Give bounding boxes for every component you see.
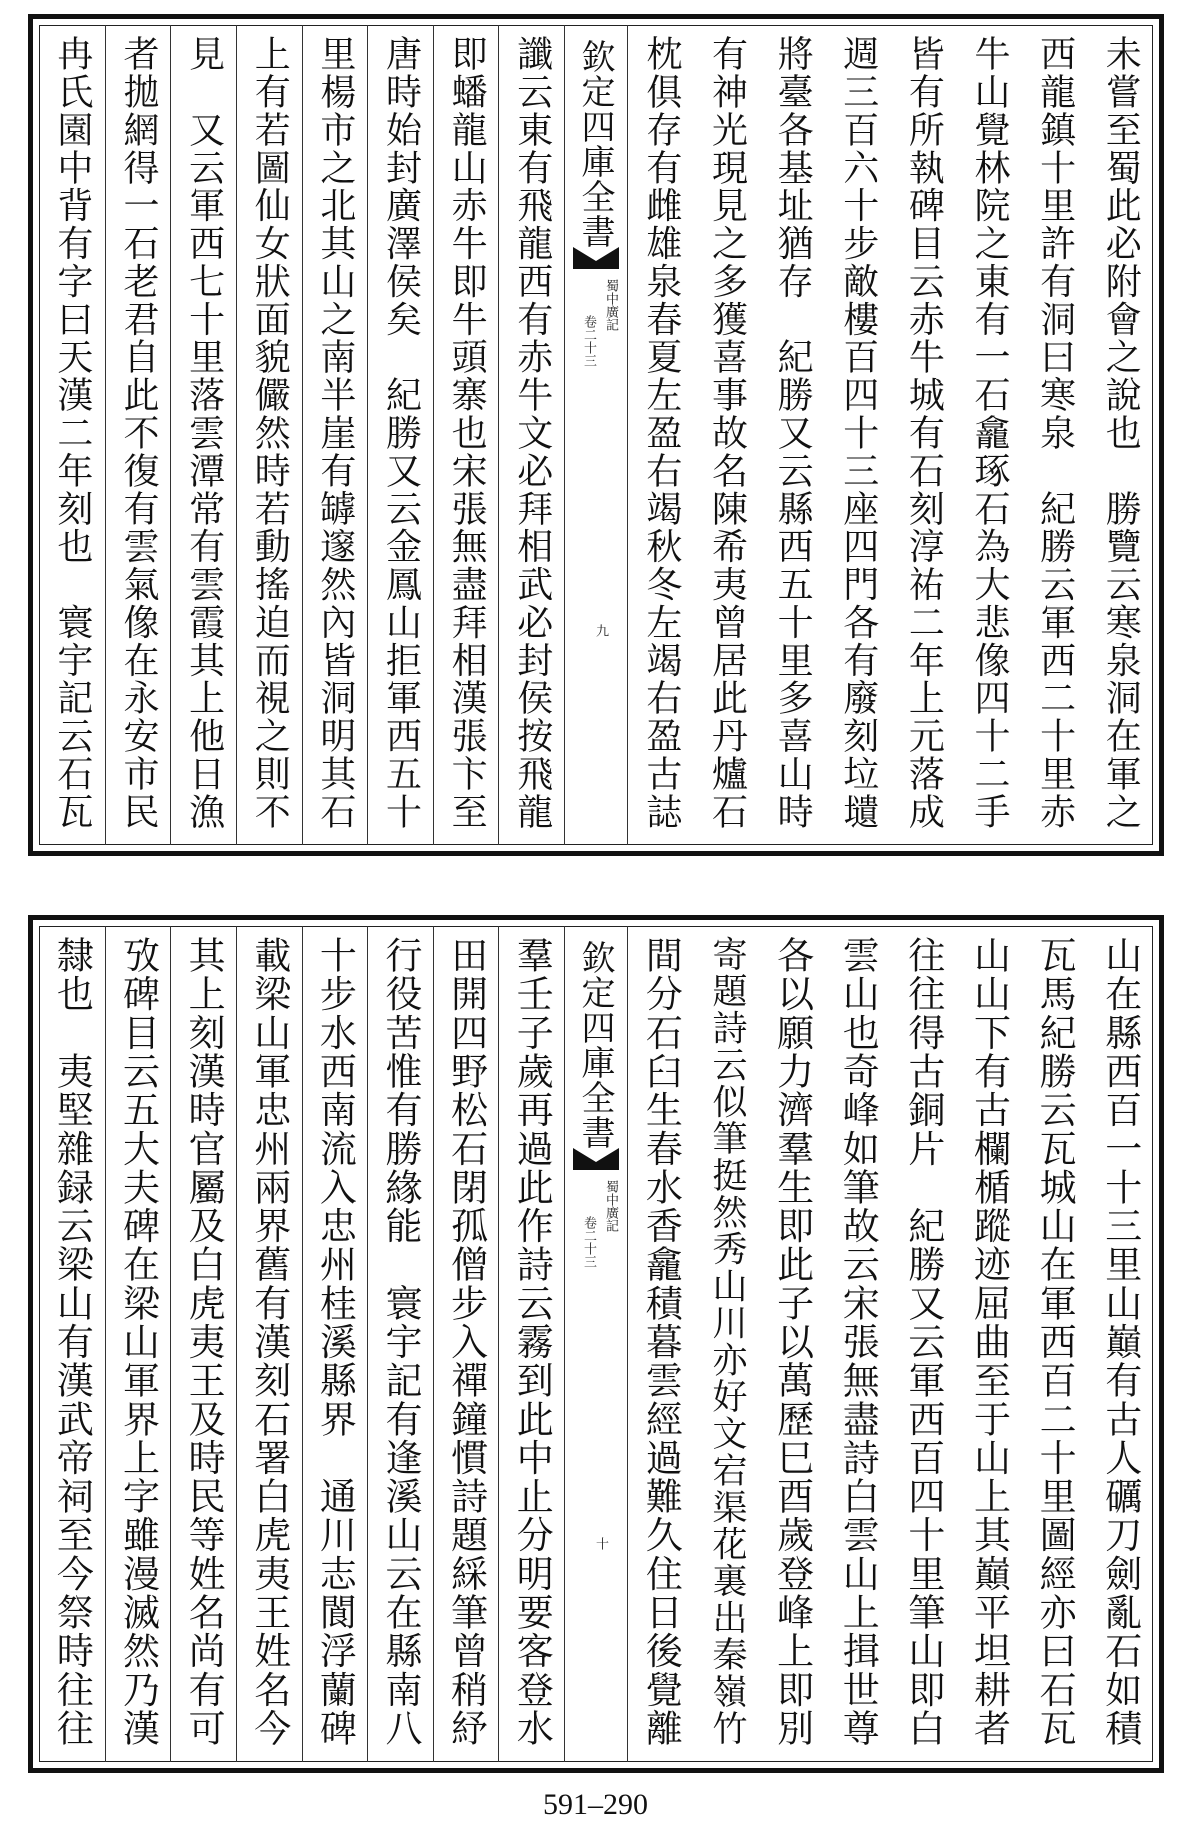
- folio-number: 十: [593, 1536, 608, 1550]
- left-column: [105, 926, 171, 1762]
- right-column-text: 將臺各基址猶存 紀勝又云縣西五十里多喜山時: [772, 35, 814, 831]
- right-column-text: 寄題詩云似筆挺然秀山川亦好文宕渠花裏出秦嶺竹: [706, 936, 747, 1747]
- left-column: [236, 926, 302, 1762]
- left-column-text: 行役苦惟有勝緣能 寰宇記有逢溪山云在縣南八: [378, 936, 422, 1748]
- left-column-text: 田開四野松石閉孤僧步入禪鐘慣詩題綵筆曾稍紓: [444, 936, 488, 1748]
- left-column-text: 羣壬子歲再過此作詩云霧到此中止分明要客登水: [510, 936, 554, 1748]
- left-column: [236, 25, 302, 845]
- right-column: [825, 25, 891, 845]
- right-column: [628, 926, 694, 1762]
- left-column-text: 冉氏園中背有字曰天漢二年刻也 寰宇記云石瓦: [51, 35, 93, 831]
- right-column: [956, 926, 1022, 1762]
- library-title: 欽定四庫全書: [575, 940, 615, 1150]
- left-column-text: 即蟠龍山赤牛即牛頭寨也宋張無盡拜相漢張卞至: [446, 35, 488, 831]
- fish-tail-ornament: [573, 247, 619, 269]
- right-column: [891, 25, 957, 845]
- right-column-text: 皆有所執碑目云赤牛城有石刻淳祐二年上元落成: [903, 35, 945, 831]
- left-column-text: 讖云東有飛龍西有赤牛文必拜相武必封侯按飛龍: [511, 35, 553, 831]
- left-column-text: 者拋網得一石老君自此不復有雲氣像在永安市民: [117, 35, 159, 831]
- left-column-text: 唐時始封廣澤侯矣 紀勝又云金鳳山拒軍西五十: [380, 35, 422, 831]
- top-folio-block: [28, 14, 1164, 856]
- fish-tail-ornament: [573, 1148, 619, 1170]
- right-column: [1022, 926, 1088, 1762]
- right-column-text: 枕俱存有雌雄泉春夏左盈右竭秋冬左竭右盈古誌: [640, 35, 682, 831]
- right-column-text: 往往得古銅片 紀勝又云軍西百四十里筆山即白: [901, 936, 945, 1748]
- bottom-folio-block: [28, 915, 1164, 1773]
- left-column: [39, 25, 105, 845]
- right-column-text: 西龍鎮十里許有洞曰寒泉 紀勝云軍西二十里赤: [1034, 35, 1076, 831]
- left-column-text: 載梁山軍忠州兩界舊有漢刻石署白虎夷王姓名今: [247, 936, 291, 1748]
- right-column: [956, 25, 1022, 845]
- left-column: [105, 25, 171, 845]
- book-title: 蜀中廣記: [603, 279, 618, 331]
- left-column: [367, 926, 433, 1762]
- right-column-text: 瓦馬紀勝云瓦城山在軍西百二十里圖經亦曰石瓦: [1033, 936, 1077, 1748]
- left-column-text: 攷碑目云五大夫碑在梁山軍界上字雖漫滅然乃漢: [116, 936, 160, 1748]
- right-column: [759, 25, 825, 845]
- right-column-text: 牛山覺林院之東有一石龕琢石為大悲像四十二手: [968, 35, 1010, 831]
- volume-label: 卷二十三: [581, 1216, 596, 1268]
- right-column-text: 間分石臼生春水香龕積暮雲經過難久住日後覺離: [639, 936, 683, 1748]
- left-column: [302, 25, 368, 845]
- left-column: [367, 25, 433, 845]
- right-column: [1087, 25, 1153, 845]
- right-column: [825, 926, 891, 1762]
- left-column: [170, 25, 236, 845]
- left-column: [433, 926, 499, 1762]
- left-column: [498, 926, 564, 1762]
- right-column: [694, 25, 760, 845]
- right-column: [628, 25, 694, 845]
- right-column: [1022, 25, 1088, 845]
- left-column: [498, 25, 564, 845]
- left-column: [170, 926, 236, 1762]
- right-column: [1087, 926, 1153, 1762]
- right-column-text: 有神光現見之多獲喜事故名陳希夷曾居此丹爐石: [706, 35, 748, 831]
- left-column: [433, 25, 499, 845]
- volume-label: 卷二十三: [581, 315, 596, 367]
- left-column-text: 十步水西南流入忠州桂溪縣界 通川志閬浮蘭碑: [313, 936, 357, 1748]
- right-column: [694, 926, 760, 1762]
- right-column-text: 雲山也奇峰如筆故云宋張無盡詩白雲山上揖世尊: [836, 936, 880, 1748]
- right-column-text: 山山下有古欄楯蹤迹屈曲至于山上其巔平坦耕者: [967, 936, 1011, 1748]
- right-column: [891, 926, 957, 1762]
- folio-number: 九: [593, 624, 608, 638]
- center-fold-column: [564, 926, 628, 1762]
- right-column-text: 未嘗至蜀此必附會之說也 勝覽云寒泉洞在軍之: [1100, 35, 1142, 831]
- left-column-text: 上有若圖仙女狀面貌儼然時若動搖迫而視之則不: [249, 35, 291, 831]
- library-title: 欽定四庫全書: [575, 39, 615, 249]
- left-column-text: 見 又云軍西七十里落雲潭常有雲霞其上他日漁: [183, 35, 225, 831]
- right-column-text: 山在縣西百一十三里山巔有古人礪刀劍亂石如積: [1098, 936, 1142, 1748]
- left-column-text: 隸也 夷堅雜録云梁山有漢武帝祠至今祭時往往: [50, 936, 94, 1748]
- left-column-text: 里楊市之北其山之南半崖有罅邃然內皆洞明其石: [314, 35, 356, 831]
- left-column: [39, 926, 105, 1762]
- book-title: 蜀中廣記: [603, 1180, 618, 1232]
- right-column-text: 週三百六十步敵樓百四十三座四門各有廢刻垃壝: [837, 35, 879, 831]
- page-number: 591–290: [543, 1788, 648, 1821]
- left-column-text: 其上刻漢時官屬及白虎夷王及時民等姓名尚有可: [182, 936, 226, 1748]
- right-column-text: 各以願力濟羣生即此子以萬歷巳酉歲登峰上即別: [770, 936, 814, 1748]
- left-column: [302, 926, 368, 1762]
- right-column: [759, 926, 825, 1762]
- center-fold-column: [564, 25, 628, 845]
